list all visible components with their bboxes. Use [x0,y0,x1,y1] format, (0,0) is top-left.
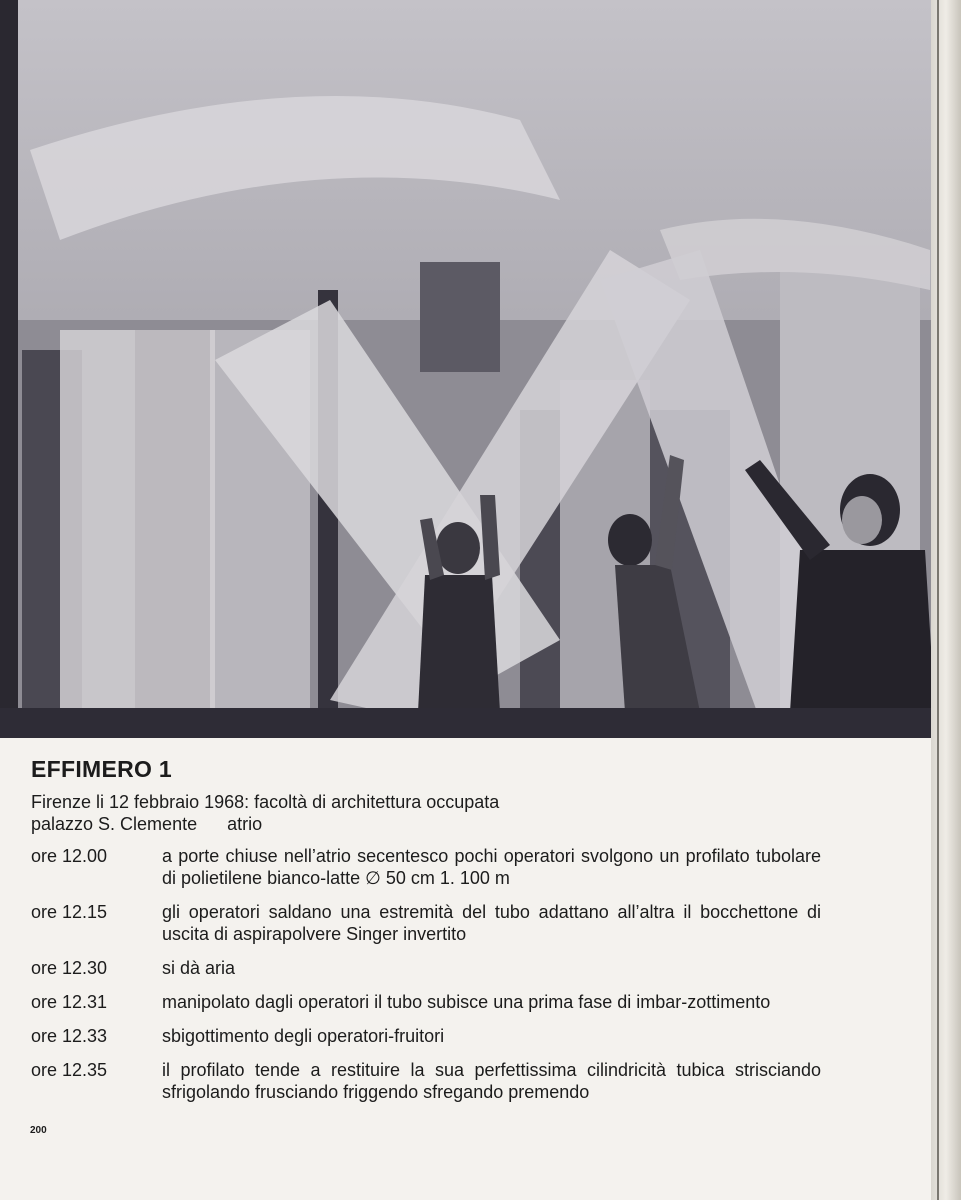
spine-edge [937,0,939,1200]
intro [31,791,499,835]
page-number: 200 [30,1125,47,1136]
entry-text: sbigottimento degli operatori-fruitori [162,1026,445,1046]
entry-time: ore 12.15 [31,902,108,922]
timeline [31,845,821,1103]
intro-location [31,813,499,835]
entry-text: manipolato dagli operatori il tubo subisce una prima fase di imbar-zottimento [162,992,771,1012]
timeline-entry [31,1025,821,1047]
entry-text: gli operatori saldano una estremità del tubo adattano all’altra il bocchettone di uscita di aspirapolvere Singer invertito [162,902,821,944]
timeline-entry [31,1059,821,1103]
entry-time: ore 12.31 [31,992,108,1012]
timeline-entry [31,845,821,889]
entry-text: a porte chiuse nell’atrio secentesco pochi operatori svolgono un profilato tubolare di polietilene bianco-latte ∅ 50 cm 1. 100 m [162,846,821,888]
timeline-entry [31,991,821,1013]
page-title: EFFIMERO 1 [31,756,173,782]
intro-room: atrio [227,814,263,834]
entry-time: ore 12.35 [31,1060,108,1080]
entry-time: ore 12.30 [31,958,108,978]
entry-time: ore 12.00 [31,846,108,866]
entry-text: il profilato tende a restituire la sua perfettissima cilindricità tubica strisciando sfrigolando frusciando friggendo sfregando premendo [162,1060,821,1102]
intro-place: palazzo S. Clemente [31,814,198,834]
timeline-entry [31,957,821,979]
entry-time: ore 12.33 [31,1026,108,1046]
intro-line: Firenze li 12 febbraio 1968: facoltà di architettura occupata [31,792,500,812]
book-spine [931,0,961,1200]
timeline-entry [31,901,821,945]
entry-text: si dà aria [162,958,236,978]
